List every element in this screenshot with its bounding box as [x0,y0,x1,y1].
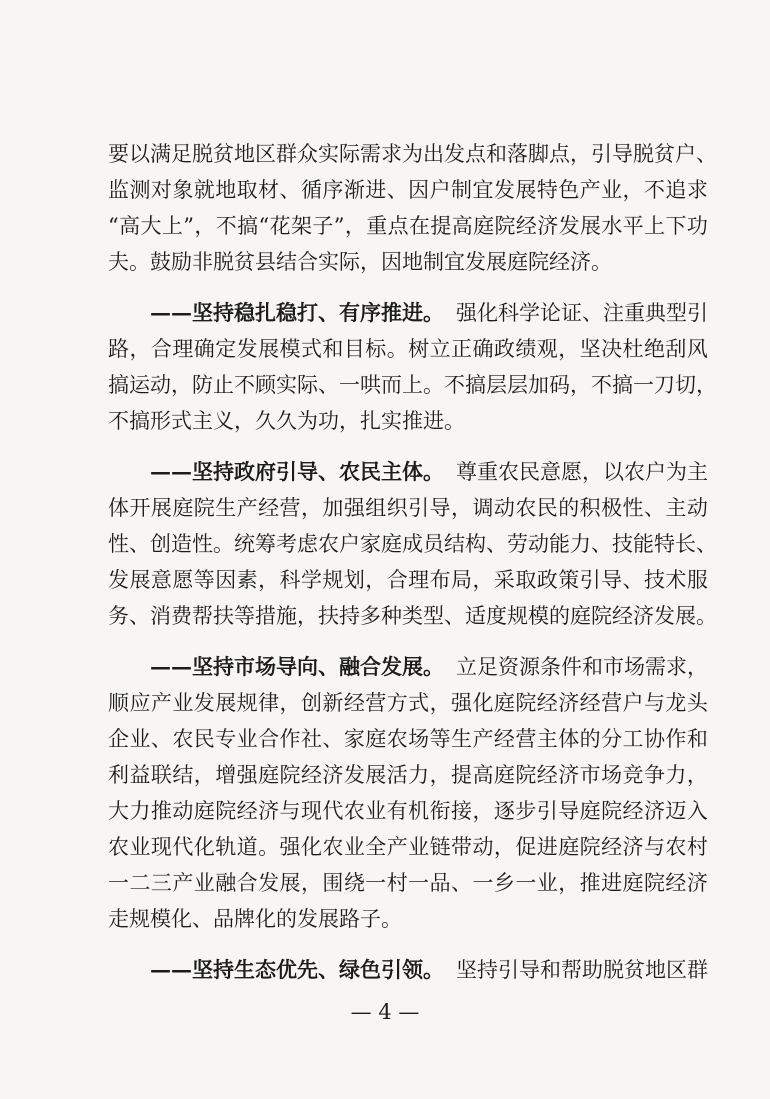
text-line: 企 业 、 农 民 专 业 合 作 社 、 家 庭 农 场 等 生 产 经 营 主 体 的 分 工 协 作 和 [108,727,708,751]
text-line: 不搞形式主义，久久为功，扎实推进。 [108,409,465,433]
paragraph-first-line [108,454,708,490]
text-line: 路 ， 合 理 确 定 发 展 模 式 和 目 标 。 树 立 正 确 政 绩 观 ， 坚 决 杜 绝 刮 风 [108,337,708,361]
paragraph-text: 坚持引导和帮助脱贫地区群 [456,958,708,982]
text-line: 搞 运 动 ， 防 止 不 顾 实 际 、 一 哄 而 上 。 不 搞 层 层 加 码 ， 不 搞 一 刀 切 ， [108,373,717,397]
text-line: 顺 应 产 业 发 展 规 律 ， 创 新 经 营 方 式 ， 强 化 庭 院 经 济 经 营 户 与 龙 头 [108,691,708,715]
text-line: 监 测 对 象 就 地 取 材 、 循 序 渐 进 、 因 户 制 宜 发 展 特 色 产 业 ， 不 追 求 [108,178,708,202]
paragraph-heading: ——坚持生态优先、绿色引领。 [150,957,444,982]
text-line: 农 业 现 代 化 轨 道 。 强 化 农 业 全 产 业 链 带 动 ， 促 进 庭 院 经 济 与 农 村 [108,835,708,859]
text-line: 大 力 推 动 庭 院 经 济 与 现 代 农 业 有 机 衔 接 ， 逐 步 引 导 庭 院 经 济 迈 入 [108,799,708,823]
paragraph-first-line [108,952,708,988]
page-number: — 4 — [350,1000,420,1024]
text-line: 走规模化、品牌化的发展路子。 [108,907,402,931]
text-line: 利 益 联 结 ， 增 强 庭 院 经 济 发 展 活 力 ， 提 高 庭 院 经 济 市 场 竞 争 力 ， [108,763,708,787]
text-line: 性 、 创 造 性 。 统 筹 考 虑 农 户 家 庭 成 员 结 构 、 劳 动 能 力 、 技 能 特 长 、 [108,532,717,556]
paragraph-text: 尊重农民意愿，以农户为主 [456,460,708,484]
text-line: 务 、 消 费 帮 扶 等 措 施 ， 扶 持 多 种 类 型 、 适 度 规 模 的 庭 院 经 济 发 展 。 [108,604,717,628]
text-line: “ 高 大 上 ” ， 不 搞 “ 花 架 子 ” ， 重 点 在 提 高 庭 院 经 济 发 展 水 平 上 下 功 [108,214,708,238]
paragraph-heading: ——坚持市场导向、融合发展。 [150,654,444,679]
paragraph-heading: ——坚持政府引导、农民主体。 [150,459,444,484]
paragraph-first-line [108,649,708,685]
text-line: 夫。鼓励非脱贫县结合实际，因地制宜发展庭院经济。 [108,250,612,274]
paragraph-text: 立足资源条件和市场需求， [456,655,708,679]
paragraph-first-line [108,295,708,331]
body-text [108,136,717,988]
text-line: 一 二 三 产 业 融 合 发 展 ， 围 绕 一 村 一 品 、 一 乡 一 业 ， 推 进 庭 院 经 济 [108,871,708,895]
text-line: 发 展 意 愿 等 因 素 ， 科 学 规 划 ， 合 理 布 局 ， 采 取 政 策 引 导 、 技 术 服 [108,568,708,592]
paragraph-heading: ——坚持稳扎稳打、有序推进。 [150,300,444,325]
text-line: 要 以 满 足 脱 贫 地 区 群 众 实 际 需 求 为 出 发 点 和 落 脚 点 ， 引 导 脱 贫 户 、 [108,142,717,166]
text-line: 体 开 展 庭 院 生 产 经 营 ， 加 强 组 织 引 导 ， 调 动 农 民 的 积 极 性 、 主 动 [108,496,708,520]
paragraph-text: 强化科学论证、注重典型引 [456,301,708,325]
